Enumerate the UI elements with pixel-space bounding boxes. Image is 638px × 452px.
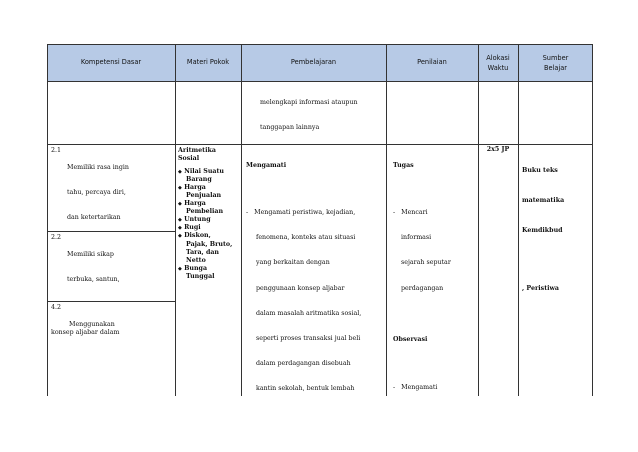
diamond-bullet-icon: ◆ [178,201,182,208]
materi-item-cont: Penjualan [186,191,222,199]
header-sumber-label-2: Belajar [543,64,568,72]
materi-item-cont: Pembelian [186,208,224,216]
pembelajaran-line: seperti proses transaksi jual beli [256,334,361,342]
kd-4-2 [51,304,175,354]
kd-line: dan ketertarikan [67,213,121,221]
kd-2-1 [51,147,175,231]
kd-line: tahu, percaya diri, [67,188,126,196]
header-pembelajaran [241,58,386,68]
table-border-left [47,44,48,396]
kd-divider [47,301,175,302]
table-border-right [592,44,593,396]
carry-line: melengkapi informasi ataupun [260,98,358,106]
diamond-bullet-icon: ◆ [178,217,182,224]
column-divider [386,44,387,396]
kd-2-2-number: 2.2 [51,234,62,241]
tugas-title: Tugas [393,161,414,169]
materi-title: Sosial [178,155,200,163]
pembelajaran [246,145,386,396]
materi-item: ◆ Untung [178,216,211,224]
pembelajaran-line: fenomena, konteks atau situasi [256,234,356,242]
pembelajaran-line: - Mengamati peristiwa, kejadian, [246,209,356,217]
column-divider [518,44,519,396]
sumber-line: , Peristiwa [522,285,560,292]
alokasi-waktu: 2x5 JP [486,146,510,153]
penilaian-line: informasi [401,234,432,242]
header-alokasi-label-1: Alokasi [486,54,510,62]
header-kompetensi [47,58,175,68]
diamond-bullet-icon: ◆ [178,184,182,191]
materi-item: ◆ Bunga [178,264,208,272]
pembelajaran-line: dalam perdagangan disebuah [256,359,351,367]
table-border-top [47,44,593,45]
header-pembelajaran-label: Pembelajaran [290,58,337,66]
diamond-bullet-icon: ◆ [178,168,182,175]
materi-title: Aritmetika [178,147,216,154]
materi-item: ◆ Harga [178,183,206,191]
column-divider [175,44,176,396]
header-materi-label: Materi Pokok [186,58,230,66]
kd-2-2 [51,234,175,300]
header-sumber [518,53,593,75]
pembelajaran-line: kantin sekolah, bentuk lembah [256,384,355,392]
materi-item-cont: Netto [186,256,206,264]
kd-line: Memiliki rasa ingin [67,163,129,171]
kd-line: konsep aljabar dalam [51,329,120,337]
column-divider [478,44,479,396]
header-alokasi [478,53,518,75]
materi-item-cont: Pajak, Bruto, [186,240,233,248]
carry-line: tanggapan lainnya [260,123,320,131]
header-kompetensi-label: Kompetensi Dasar [80,58,142,66]
header-penilaian-label: Penilaian [417,58,447,66]
mengamati-title: Mengamati [246,161,287,169]
materi-item: ◆ Nilai Suatu [178,167,224,175]
diamond-bullet-icon: ◆ [178,233,182,240]
penilaian-line: - Mencari [393,209,428,217]
carry-over-text [248,82,386,144]
column-divider [241,44,242,396]
kd-2-1-number: 2.1 [51,147,62,154]
penilaian [393,145,479,396]
materi-list [178,168,241,281]
sumber-line: Buku teks [522,167,558,174]
materi-item: ◆ Harga [178,200,206,208]
row-divider [47,144,593,145]
kd-divider [47,231,175,232]
header-divider [47,81,593,82]
diamond-bullet-icon: ◆ [178,225,182,232]
header-alokasi-label-2: Waktu [487,64,509,72]
materi-item-cont: Tara, dan [186,248,220,256]
penilaian-line: perdagangan [401,284,444,292]
observasi-title: Observasi [393,336,428,344]
materi-item-cont: Tunggal [186,272,215,280]
sumber-belajar [522,146,592,296]
materi-item: ◆ Diskon, [178,232,211,240]
kd-line: Memiliki sikap [67,250,114,258]
header-materi [175,58,241,68]
pembelajaran-line: dalam masalah aritmatika sosial, [256,309,362,317]
kd-line: Menggunakan [67,320,115,328]
pembelajaran-line: yang berkaitan dengan [256,259,330,267]
kd-4-2-number: 4.2 [51,304,62,311]
materi-pokok [178,147,241,297]
penilaian-line: - Mengamati [393,383,438,391]
header-sumber-label-1: Sumber [542,54,569,62]
pembelajaran-line: penggunaan konsep aljabar [256,284,345,292]
materi-item: ◆ Rugi [178,224,201,232]
materi-item-cont: Barang [186,175,212,183]
header-penilaian [386,58,478,68]
syllabus-table [47,44,593,396]
sumber-line: Kemdikbud [522,227,563,234]
penilaian-line: sejarah seputar [401,259,451,267]
diamond-bullet-icon: ◆ [178,265,182,272]
sumber-line: matematika [522,197,565,204]
kd-line: terbuka, santun, [67,275,120,283]
